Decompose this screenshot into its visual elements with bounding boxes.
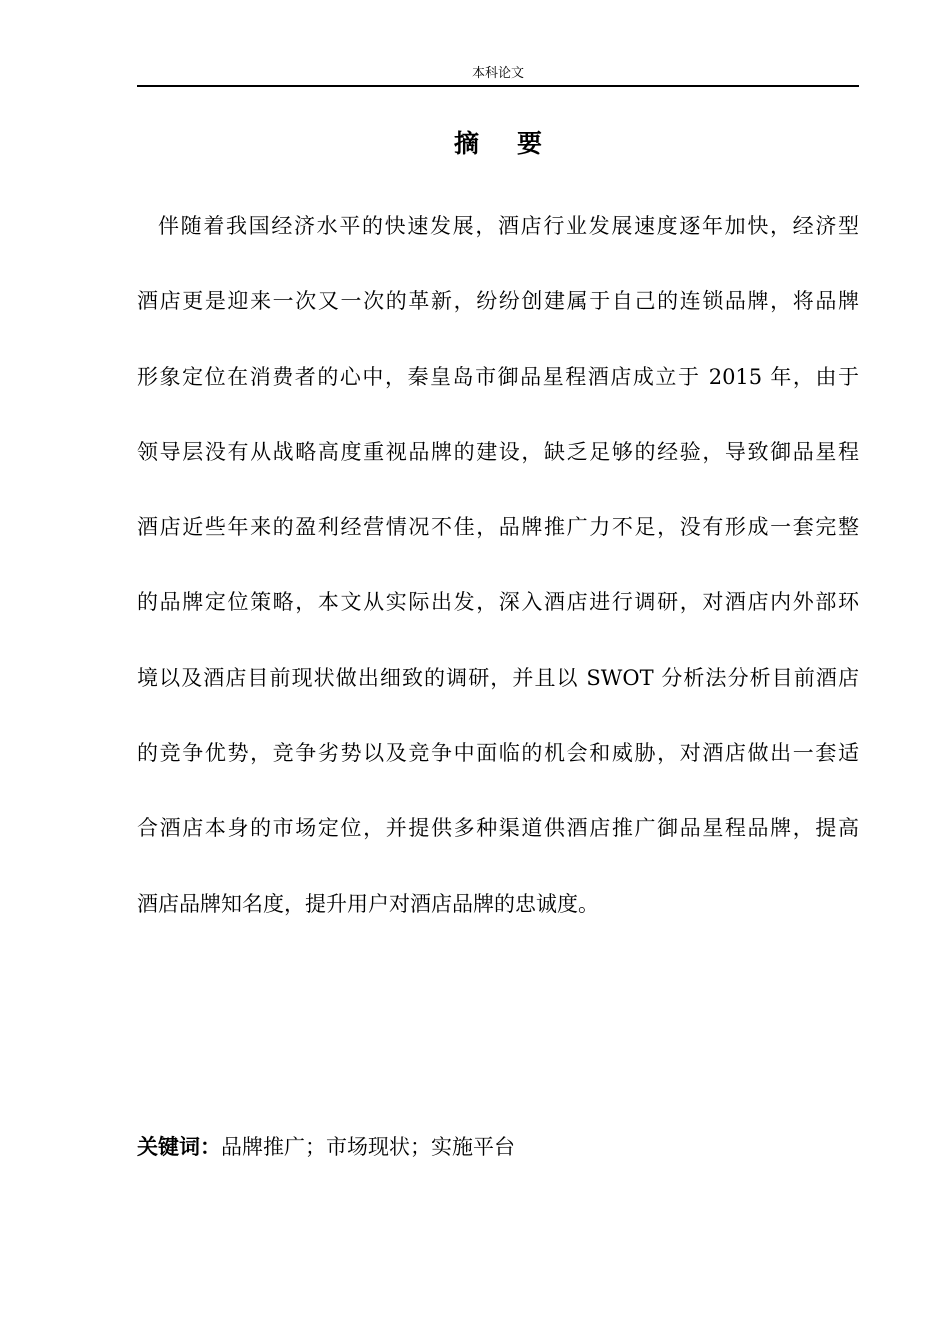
- abstract-line: 境以及酒店目前现状做出细致的调研，并且以 SWOT 分析法分析目前酒店: [137, 665, 859, 690]
- page-title: 摘要: [453, 129, 580, 158]
- abstract-body: [137, 207, 859, 960]
- abstract-line: 酒店品牌知名度，提升用户对酒店品牌的忠诚度。: [137, 891, 599, 916]
- abstract-line: 的竞争优势，竞争劣势以及竞争中面临的机会和威胁，对酒店做出一套适: [137, 741, 859, 766]
- abstract-line: 酒店更是迎来一次又一次的革新，纷纷创建属于自己的连锁品牌，将品牌: [137, 289, 859, 314]
- keywords-values: 品牌推广；市场现状；实施平台: [221, 1135, 515, 1159]
- abstract-line: 酒店近些年来的盈利经营情况不佳，品牌推广力不足，没有形成一套完整: [137, 515, 859, 540]
- running-header: 本科论文: [471, 66, 524, 81]
- keywords-line: [137, 1130, 515, 1164]
- abstract-line: 的品牌定位策略，本文从实际出发，深入酒店进行调研，对酒店内外部环: [137, 590, 859, 615]
- keywords-label: 关键词：: [137, 1135, 221, 1159]
- abstract-line: 合酒店本身的市场定位，并提供多种渠道供酒店推广御品星程品牌，提高: [137, 816, 859, 841]
- abstract-line: 形象定位在消费者的心中，秦皇岛市御品星程酒店成立于 2015 年，由于: [137, 364, 859, 389]
- abstract-line: 伴随着我国经济水平的快速发展，酒店行业发展速度逐年加快，经济型: [158, 214, 859, 238]
- header-rule: [137, 85, 859, 87]
- abstract-line: 领导层没有从战略高度重视品牌的建设，缺乏足够的经验，导致御品星程: [137, 439, 859, 464]
